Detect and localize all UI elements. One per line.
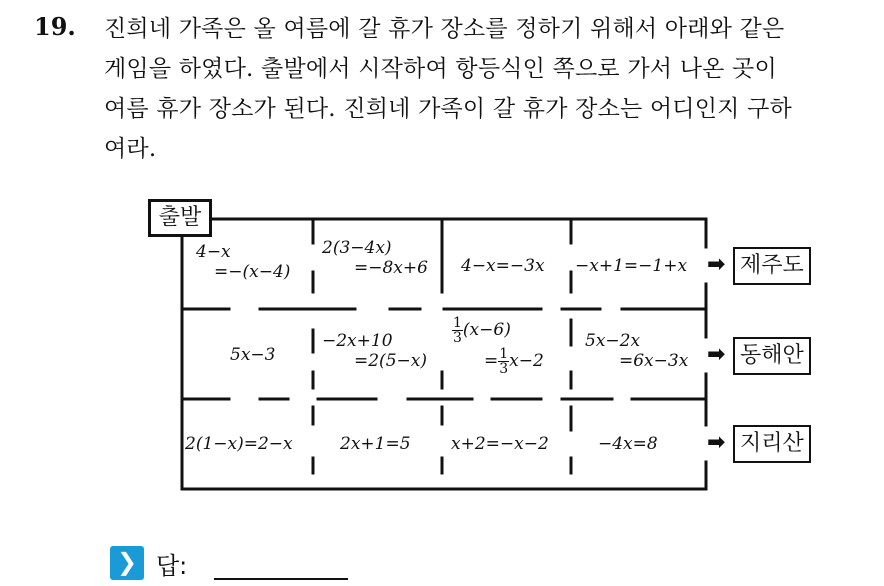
cell-r2c2-line-1: −2x+10 [322,331,393,351]
arrow-right-icon: ➡ [707,342,726,367]
fraction-one-third: $\frac{1}{3}$ [453,315,462,346]
cell-r3c1: 2(1−x)=2−x [185,434,293,454]
cell-r2c3-line-2: = $\frac{1}{3}$ x−2 [484,346,544,377]
cell-r2c4-line-2: =6x−3x [619,350,689,371]
cell-r2c3-line-1: $\frac{1}{3}$ (x−6) [453,315,511,346]
cell-r2c2-line-2: =2(5−x) [354,350,427,371]
answer-label: 답: [156,552,188,580]
question-text-line-2: 게임을 하였다. 출발에서 시작하여 항등식인 쪽으로 가서 나온 곳이 [104,56,777,82]
answer-blank[interactable] [214,578,348,580]
cell-r3c3: x+2=−x−2 [451,434,549,454]
destination-jirisan: 지리산 [733,425,811,463]
cell-r1c2-line-2: =−8x+6 [354,257,428,278]
cell-r2c1: 5x−3 [230,345,276,365]
arrow-right-icon: ➡ [707,252,726,277]
destination-east-coast: 동해안 [733,337,811,375]
cell-r2c3 [452,316,544,376]
question-text-line-3: 여름 휴가 장소가 된다. 진희네 가족이 갈 휴가 장소는 어디인지 구하 [104,96,792,122]
start-label: 출발 [148,199,212,237]
cell-r1c2 [322,239,428,278]
question-number: 19. [34,12,76,41]
cell-r1c4: −x+1=−1+x [575,256,688,276]
answer-chevron-icon: ❯ [110,546,144,580]
cell-r3c2: 2x+1=5 [340,434,411,454]
cell-r3c4: −4x=8 [598,434,658,454]
cell-r1c3: 4−x=−3x [461,256,545,276]
cell-r2c4 [585,332,688,371]
question-text-line-1: 진희네 가족은 올 여름에 갈 휴가 장소를 정하기 위해서 아래와 같은 [104,16,785,42]
fraction-one-third: $\frac{1}{3}$ [499,346,509,377]
cell-r1c2-line-1: 2(3−4x) [322,238,392,258]
cell-r1c1-line-1: 4−x [196,242,231,262]
cell-r2c4-line-1: 5x−2x [585,331,641,351]
cell-r2c2 [322,332,427,371]
arrow-right-icon: ➡ [707,430,726,455]
question-text-line-4: 여라. [104,136,157,162]
cell-r1c1 [196,243,290,282]
cell-r1c1-line-2: =−(x−4) [214,261,291,282]
destination-jeju: 제주도 [733,247,811,285]
